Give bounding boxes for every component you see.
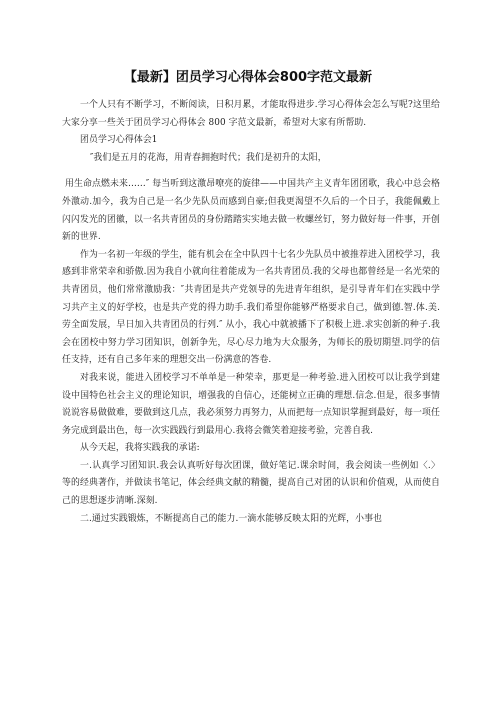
section-heading: 团员学习心得体会1 bbox=[80, 135, 158, 146]
body-paragraph: 作为一名初一年级的学生，能有机会在全中队四十七名少先队员中被推荐进入团校学习，我感到非常荣幸和骄傲.因为我自小就向往着能成为一名共青团员.我的父母也都曾经是一名光荣的共青团员，他们常常激励我：″共青团是共产党领导的先进青年组织，是引导青年们在实践中学习共产主义的好学校，也是共产党的得力助手.我们希望你能够严格要求自己，做到德.智.体.美.劳全面发展，早日加入共青团员的行列.″ 从小，我心中就被播下了积极上进.求实创新的种子.我会在团校中努力学习团知识，创新争先，尽心尽力地为大众服务，为师长的殷切期望.同学的信任支持，还有自己多年来的理想交出一份满意的答卷. bbox=[62, 249, 440, 366]
body-paragraph: 对我来说，能进入团校学习不单单是一种荣幸，那更是一种考验.进入团校可以让我学到建设中国特色社会主义的理论知识，增强我的自信心，还能树立正确的理想.信念.但是，很多事情说说容易做做难，要做到这几点，我必须努力再努力，从而把每一点知识掌握到最好，每一项任务完成到最出色，每一次实践践行到最用心.我将会微笑着迎接考验，完善自我. bbox=[62, 372, 440, 436]
document-body bbox=[62, 97, 440, 528]
body-paragraph: 用生命点燃未来……″ 每当听到这激昂嘹亮的旋律——中国共产主义青年团团歌，我心中总会格外激动.加今，我为自己是一名少先队员而感到自豪;但我更渴望不久后的一个日子，我能佩戴上闪闪发光的团徽，以一名共青团员的身份踏踏实实地去做一枚螺丝钉，努力做好每一件事，开创新的世界. bbox=[62, 179, 440, 243]
body-paragraph: 从今天起，我将实践我的承诺: bbox=[80, 443, 200, 454]
document-title: 【最新】团员学习心得体会800字范文最新 bbox=[123, 70, 373, 85]
intro-paragraph: 一个人只有不断学习，不断阅读，日积月累，才能取得进步.学习心得体会怎么写呢?这里给大家分享一些关于团员学习心得体会 800 字范文最新，希望对大家有所帮助. bbox=[62, 100, 440, 128]
song-quote-line: ″我们是五月的花海，用青春拥抱时代；我们是初升的太阳， bbox=[90, 152, 327, 163]
body-paragraph: 二.通过实践锻炼，不断提高自己的能力.一滴水能够反映太阳的光辉，小事也 bbox=[80, 513, 383, 524]
body-paragraph: 一.认真学习团知识.我会认真听好每次团课，做好笔记.课余时间，我会阅读一些例如〈.〉等的经典著作，并做读书笔记，体会经典文献的精髓，提高自己对团的认识和价值观，从而使自己的思想逐步清晰.深刻. bbox=[62, 460, 440, 507]
